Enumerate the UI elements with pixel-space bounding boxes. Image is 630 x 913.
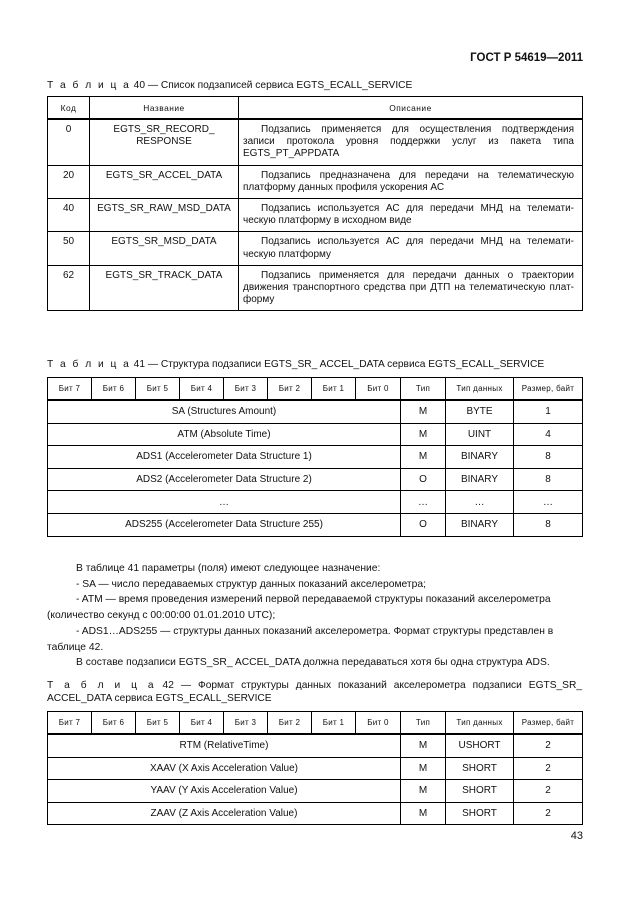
table-row — [48, 265, 583, 311]
size-cell: 8 — [514, 468, 583, 491]
column-header: Бит 0 — [356, 712, 401, 735]
column-header-code: Код — [48, 97, 90, 120]
table-row — [48, 780, 583, 803]
table-row — [48, 468, 583, 491]
table-41-caption-prefix: Т а б л и ц а — [47, 359, 131, 370]
description-cell: Подзапись применяется для передачи данных о траектории движения транспортного средства при ДТП на телематическую платформу — [239, 265, 583, 311]
field-cell: … — [48, 491, 401, 514]
table-row — [48, 491, 583, 514]
field-cell: RTM (RelativeTime) — [48, 734, 401, 757]
data-type-cell: SHORT — [446, 780, 514, 803]
document-id: ГОСТ Р 54619—2011 — [470, 52, 583, 64]
table-41-caption — [47, 359, 544, 370]
type-cell: M — [401, 802, 446, 825]
column-header: Бит 2 — [268, 378, 312, 401]
data-type-cell: BINARY — [446, 513, 514, 536]
column-header: Бит 7 — [48, 712, 92, 735]
description-cell: Подзапись используется АС для передачи МНД на телематическую платформу в исходном виде — [239, 199, 583, 232]
table-row — [48, 513, 583, 536]
table-42-caption-title: 42 — Формат структуры данных показаний акселерометра подзаписи EGTS_SR_ ACCEL_DATA сервиса EGTS_ECALL_SERVICE — [47, 680, 582, 704]
paragraph-line: В таблице 41 параметры (поля) имеют следующее назначение: — [76, 563, 381, 574]
paragraph-line: В составе подзаписи EGTS_SR_ ACCEL_DATA должна передаваться хотя бы одна структура ADS. — [76, 657, 550, 669]
column-header: Бит 0 — [356, 378, 401, 401]
description-cell: Подзапись предназначена для передачи на телематическую платформу данных профиля ускорения АС — [239, 165, 583, 198]
size-cell: … — [514, 491, 583, 514]
table-row — [48, 232, 583, 265]
column-header: Бит 2 — [268, 712, 312, 735]
size-cell: 2 — [514, 802, 583, 825]
table-42-header-row — [48, 712, 583, 735]
description-cell: Подзапись применяется для осуществления подтверждения записи протокола уровня поддержки услуг из пакета типа EGTS_PT_APPDATA — [239, 119, 583, 165]
column-header: Размер, байт — [514, 378, 583, 401]
column-header: Бит 3 — [224, 712, 268, 735]
data-type-cell: UINT — [446, 423, 514, 446]
paragraph-line: - SA — число передаваемых структур данных показаний акселерометра; — [76, 578, 426, 590]
table-row — [48, 199, 583, 232]
column-header-description: Описание — [239, 97, 583, 120]
table-row — [48, 734, 583, 757]
column-header: Тип данных — [446, 378, 514, 401]
field-cell: ZAAV (Z Axis Acceleration Value) — [48, 802, 401, 825]
field-cell: ADS255 (Accelerometer Data Structure 255) — [48, 513, 401, 536]
data-type-cell: SHORT — [446, 757, 514, 780]
paragraph-line: - ADS1…ADS255 — структуры данных показаний акселерометра. Формат структуры представлен в таблице 42. — [47, 625, 554, 653]
name-cell: EGTS_SR_RECORD_ RESPONSE — [90, 119, 239, 165]
code-cell: 62 — [48, 265, 90, 311]
code-cell: 50 — [48, 232, 90, 265]
field-cell: ADS2 (Accelerometer Data Structure 2) — [48, 468, 401, 491]
table-42-caption — [47, 679, 582, 705]
size-cell: 1 — [514, 400, 583, 423]
table-40-caption — [47, 80, 412, 91]
size-cell: 2 — [514, 734, 583, 757]
table-41 — [47, 377, 583, 537]
name-cell: EGTS_SR_ACCEL_DATA — [90, 165, 239, 198]
paragraph-line: - ATM — время проведения измерений первой передаваемой структуры показаний акселерометра (количество секунд с 00:00:00 01.01.2010 UTC); — [47, 594, 551, 622]
name-cell: EGTS_SR_MSD_DATA — [90, 232, 239, 265]
description-cell: Подзапись используется АС для передачи МНД на телематическую платформу — [239, 232, 583, 265]
column-header: Бит 4 — [180, 378, 224, 401]
data-type-cell: BINARY — [446, 446, 514, 469]
column-header: Тип данных — [446, 712, 514, 735]
column-header: Бит 5 — [136, 712, 180, 735]
size-cell: 8 — [514, 446, 583, 469]
field-cell: ATM (Absolute Time) — [48, 423, 401, 446]
data-type-cell: … — [446, 491, 514, 514]
field-cell: ADS1 (Accelerometer Data Structure 1) — [48, 446, 401, 469]
table-41-header-row — [48, 378, 583, 401]
size-cell: 8 — [514, 513, 583, 536]
column-header: Бит 6 — [92, 378, 136, 401]
table-42-caption-prefix: Т а б л и ц а — [47, 680, 156, 691]
type-cell: M — [401, 423, 446, 446]
table-41-caption-title: 41 — Структура подзаписи EGTS_SR_ ACCEL_DATA сервиса EGTS_ECALL_SERVICE — [130, 359, 545, 370]
type-cell: M — [401, 400, 446, 423]
code-cell: 20 — [48, 165, 90, 198]
column-header: Бит 1 — [312, 378, 356, 401]
size-cell: 2 — [514, 780, 583, 803]
field-cell: XAAV (X Axis Acceleration Value) — [48, 757, 401, 780]
data-type-cell: BINARY — [446, 468, 514, 491]
table-row — [48, 446, 583, 469]
code-cell: 0 — [48, 119, 90, 165]
type-cell: O — [401, 468, 446, 491]
table-40-caption-title: 40 — Список подзаписей сервиса EGTS_ECALL_SERVICE — [130, 80, 413, 91]
table-row — [48, 423, 583, 446]
type-cell: M — [401, 734, 446, 757]
size-cell: 4 — [514, 423, 583, 446]
table-40-header-row — [48, 97, 583, 120]
column-header: Бит 7 — [48, 378, 92, 401]
code-cell: 40 — [48, 199, 90, 232]
table-row — [48, 165, 583, 198]
table-40 — [47, 96, 583, 311]
table-row — [48, 400, 583, 423]
column-header: Тип — [401, 378, 446, 401]
column-header: Бит 4 — [180, 712, 224, 735]
type-cell: M — [401, 446, 446, 469]
data-type-cell: BYTE — [446, 400, 514, 423]
table-42 — [47, 711, 583, 825]
type-cell: M — [401, 780, 446, 803]
type-cell: O — [401, 513, 446, 536]
data-type-cell: USHORT — [446, 734, 514, 757]
data-type-cell: SHORT — [446, 802, 514, 825]
type-cell: M — [401, 757, 446, 780]
column-header: Размер, байт — [514, 712, 583, 735]
column-header: Бит 1 — [312, 712, 356, 735]
type-cell: … — [401, 491, 446, 514]
column-header: Тип — [401, 712, 446, 735]
parameters-description — [47, 561, 582, 671]
field-cell: SA (Structures Amount) — [48, 400, 401, 423]
column-header: Бит 5 — [136, 378, 180, 401]
column-header: Бит 6 — [92, 712, 136, 735]
column-header: Бит 3 — [224, 378, 268, 401]
column-header-name: Название — [90, 97, 239, 120]
table-row — [48, 119, 583, 165]
field-cell: YAAV (Y Axis Acceleration Value) — [48, 780, 401, 803]
table-40-caption-prefix: Т а б л и ц а — [47, 80, 131, 91]
name-cell: EGTS_SR_RAW_MSD_DATA — [90, 199, 239, 232]
name-cell: EGTS_SR_TRACK_DATA — [90, 265, 239, 311]
size-cell: 2 — [514, 757, 583, 780]
page-number: 43 — [570, 830, 583, 842]
table-row — [48, 757, 583, 780]
table-row — [48, 802, 583, 825]
